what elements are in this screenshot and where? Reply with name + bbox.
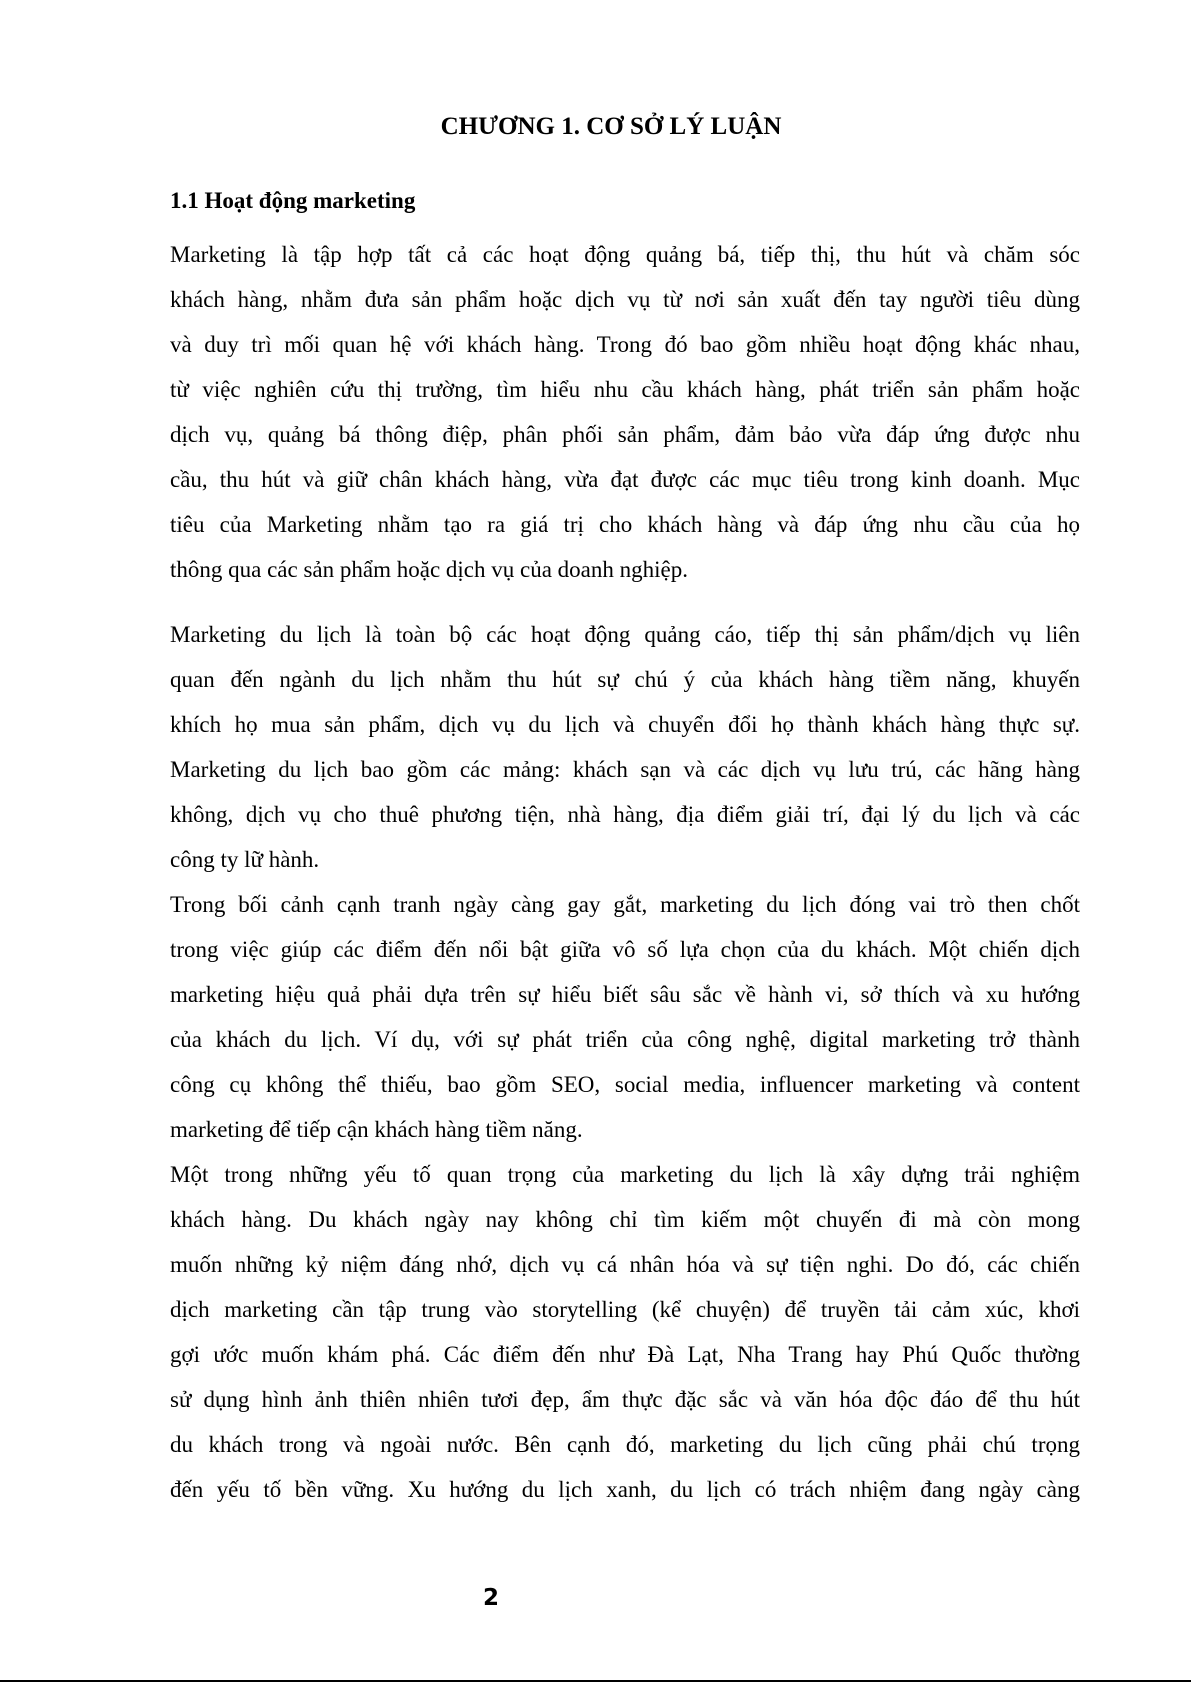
text-line: du khách trong và ngoài nước. Bên cạnh đó, marketing du lịch cũng phải chú trọng [170,1432,1080,1457]
text-line: cầu, thu hút và giữ chân khách hàng, vừa đạt được các mục tiêu trong kinh doanh. Mục [170,467,1080,492]
text-line: đến yếu tố bền vững. Xu hướng du lịch xanh, du lịch có trách nhiệm đang ngày càng [170,1477,1080,1502]
text-line: công cụ không thể thiếu, bao gồm SEO, social media, influencer marketing và content [170,1072,1080,1097]
text-line: marketing để tiếp cận khách hàng tiềm năng. [170,1117,583,1142]
text-line: marketing hiệu quả phải dựa trên sự hiểu biết sâu sắc về hành vi, sở thích và xu hướng [170,982,1080,1007]
text-line: và duy trì mối quan hệ với khách hàng. Trong đó bao gồm nhiều hoạt động khác nhau, [170,332,1080,357]
text-line: công ty lữ hành. [170,847,320,872]
text-line: khách hàng. Du khách ngày nay không chỉ tìm kiếm một chuyến đi mà còn mong [170,1207,1080,1232]
page-number: 2 [482,1585,499,1611]
text-line: trong việc giúp các điểm đến nổi bật giữa vô số lựa chọn của du khách. Một chiến dịch [170,937,1080,962]
text-line: gợi ước muốn khám phá. Các điểm đến như Đà Lạt, Nha Trang hay Phú Quốc thường [170,1342,1080,1367]
text-line: tiêu của Marketing nhằm tạo ra giá trị cho khách hàng và đáp ứng nhu cầu của họ [170,512,1080,537]
chapter-title: CHƯƠNG 1. CƠ SỞ LÝ LUẬN [440,113,782,140]
text-line: khích họ mua sản phẩm, dịch vụ du lịch và chuyển đổi họ thành khách hàng thực sự. [170,712,1080,737]
text-line: muốn những kỷ niệm đáng nhớ, dịch vụ cá nhân hóa và sự tiện nghi. Do đó, các chiến [170,1252,1080,1277]
text-line: của khách du lịch. Ví dụ, với sự phát triển của công nghệ, digital marketing trở thành [170,1027,1080,1052]
text-line: Marketing du lịch bao gồm các mảng: khách sạn và các dịch vụ lưu trú, các hãng hàng [170,757,1080,782]
paragraph-4 [170,1152,1080,1512]
paragraph-3 [170,882,1080,1152]
text-line: dịch vụ, quảng bá thông điệp, phân phối sản phẩm, đảm bảo vừa đáp ứng được nhu [170,422,1080,447]
section-heading: 1.1 Hoạt động marketing [170,188,416,213]
paragraph-1 [170,232,1080,592]
text-line: khách hàng, nhằm đưa sản phẩm hoặc dịch vụ từ nơi sản xuất đến tay người tiêu dùng [170,287,1080,312]
text-line: từ việc nghiên cứu thị trường, tìm hiểu nhu cầu khách hàng, phát triển sản phẩm hoặc [170,377,1080,402]
text-line: Một trong những yếu tố quan trọng của marketing du lịch là xây dựng trải nghiệm [170,1162,1080,1187]
text-line: Marketing là tập hợp tất cả các hoạt động quảng bá, tiếp thị, thu hút và chăm sóc [170,242,1080,267]
text-line: dịch marketing cần tập trung vào storytelling (kể chuyện) để truyền tải cảm xúc, khơi [170,1297,1080,1322]
text-line: Trong bối cảnh cạnh tranh ngày càng gay gắt, marketing du lịch đóng vai trò then chốt [170,892,1080,917]
text-line: thông qua các sản phẩm hoặc dịch vụ của doanh nghiệp. [170,557,688,582]
paragraph-2 [170,612,1080,882]
text-line: quan đến ngành du lịch nhằm thu hút sự chú ý của khách hàng tiềm năng, khuyến [170,667,1080,692]
text-line: sử dụng hình ảnh thiên nhiên tươi đẹp, ẩm thực đặc sắc và văn hóa độc đáo để thu hút [170,1387,1080,1412]
text-line: không, dịch vụ cho thuê phương tiện, nhà hàng, địa điểm giải trí, đại lý du lịch và các [170,802,1080,827]
text-line: Marketing du lịch là toàn bộ các hoạt động quảng cáo, tiếp thị sản phẩm/dịch vụ liên [170,622,1080,647]
page-bottom-divider [0,1680,1191,1682]
